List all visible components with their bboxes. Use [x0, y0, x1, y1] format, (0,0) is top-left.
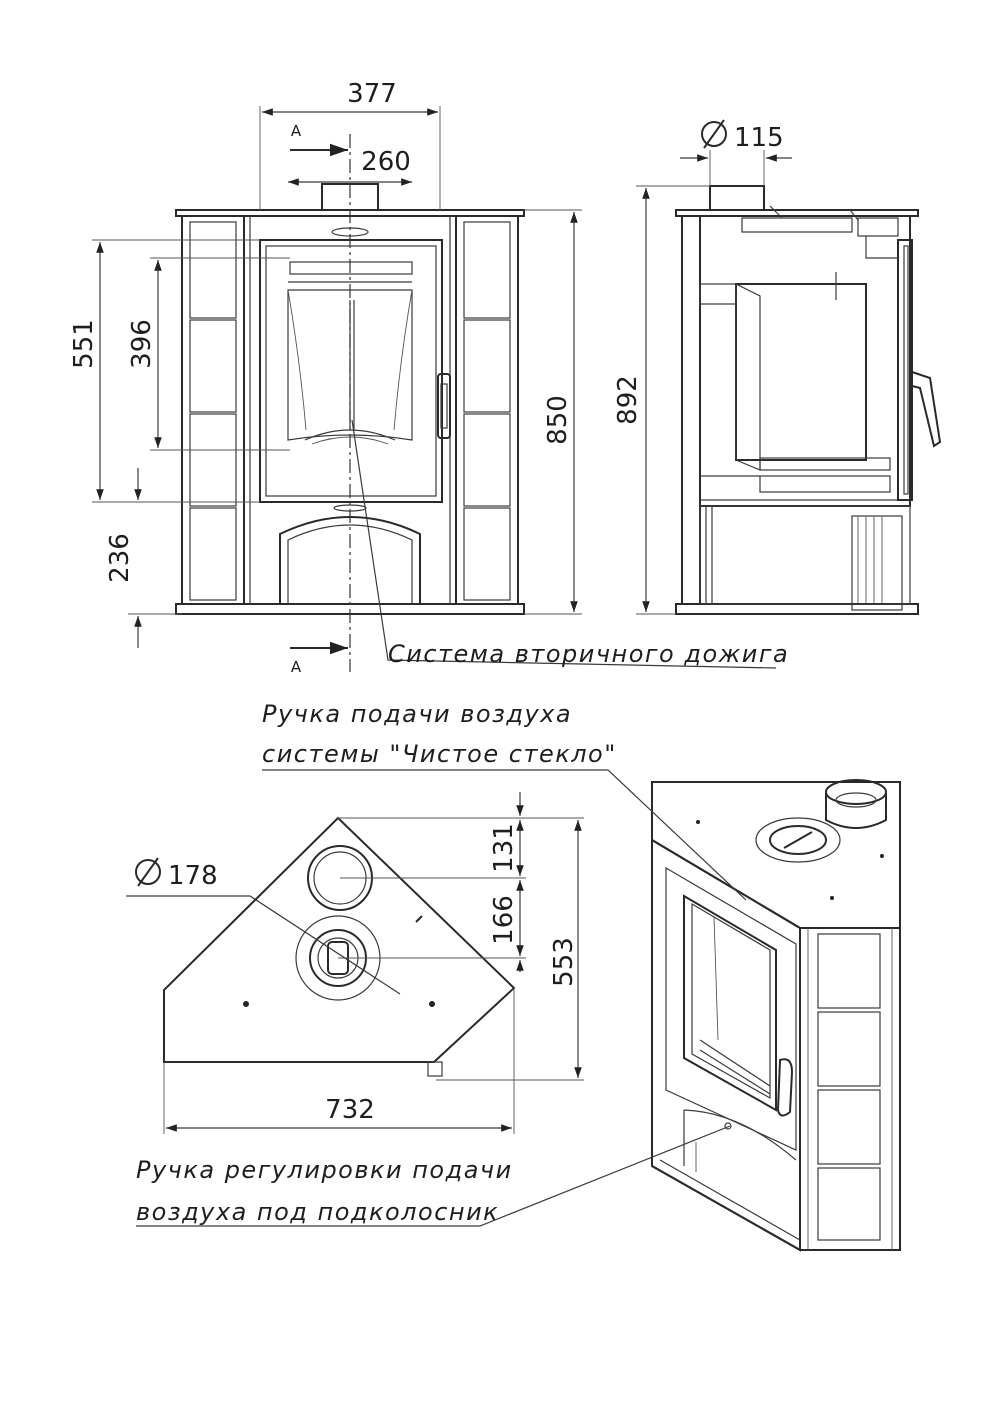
dim-flue-side: 115	[734, 123, 784, 153]
note-grate-air-line1: Ручка регулировки подачи	[136, 1156, 513, 1184]
dim-width-total: 377	[347, 79, 397, 109]
note-secondary-burn: Система вторичного дожига	[388, 640, 790, 668]
note-grate-air-line2: воздуха под подколосник	[136, 1198, 500, 1226]
diameter-icon	[136, 858, 160, 886]
dim-depth-166: 166	[489, 895, 519, 945]
dim-depth-131: 131	[489, 823, 519, 873]
dim-flue-top: 178	[168, 861, 218, 891]
dim-height-551: 551	[69, 319, 99, 369]
dim-width-inner: 260	[361, 147, 411, 177]
dim-depth-553: 553	[549, 937, 579, 987]
dim-height-850: 850	[543, 395, 573, 445]
side-view	[636, 150, 940, 614]
dim-height-396: 396	[127, 319, 157, 369]
dim-width-732: 732	[325, 1095, 375, 1125]
diameter-icon	[702, 120, 726, 148]
dim-height-892: 892	[613, 375, 643, 425]
section-mark-bottom: А	[290, 658, 302, 676]
front-view	[92, 106, 776, 672]
dim-height-236: 236	[105, 533, 135, 583]
note-clean-glass-line1: Ручка подачи воздуха	[262, 700, 573, 728]
section-mark-top: А	[290, 122, 302, 140]
note-clean-glass-line2: системы "Чистое стекло"	[262, 740, 617, 768]
